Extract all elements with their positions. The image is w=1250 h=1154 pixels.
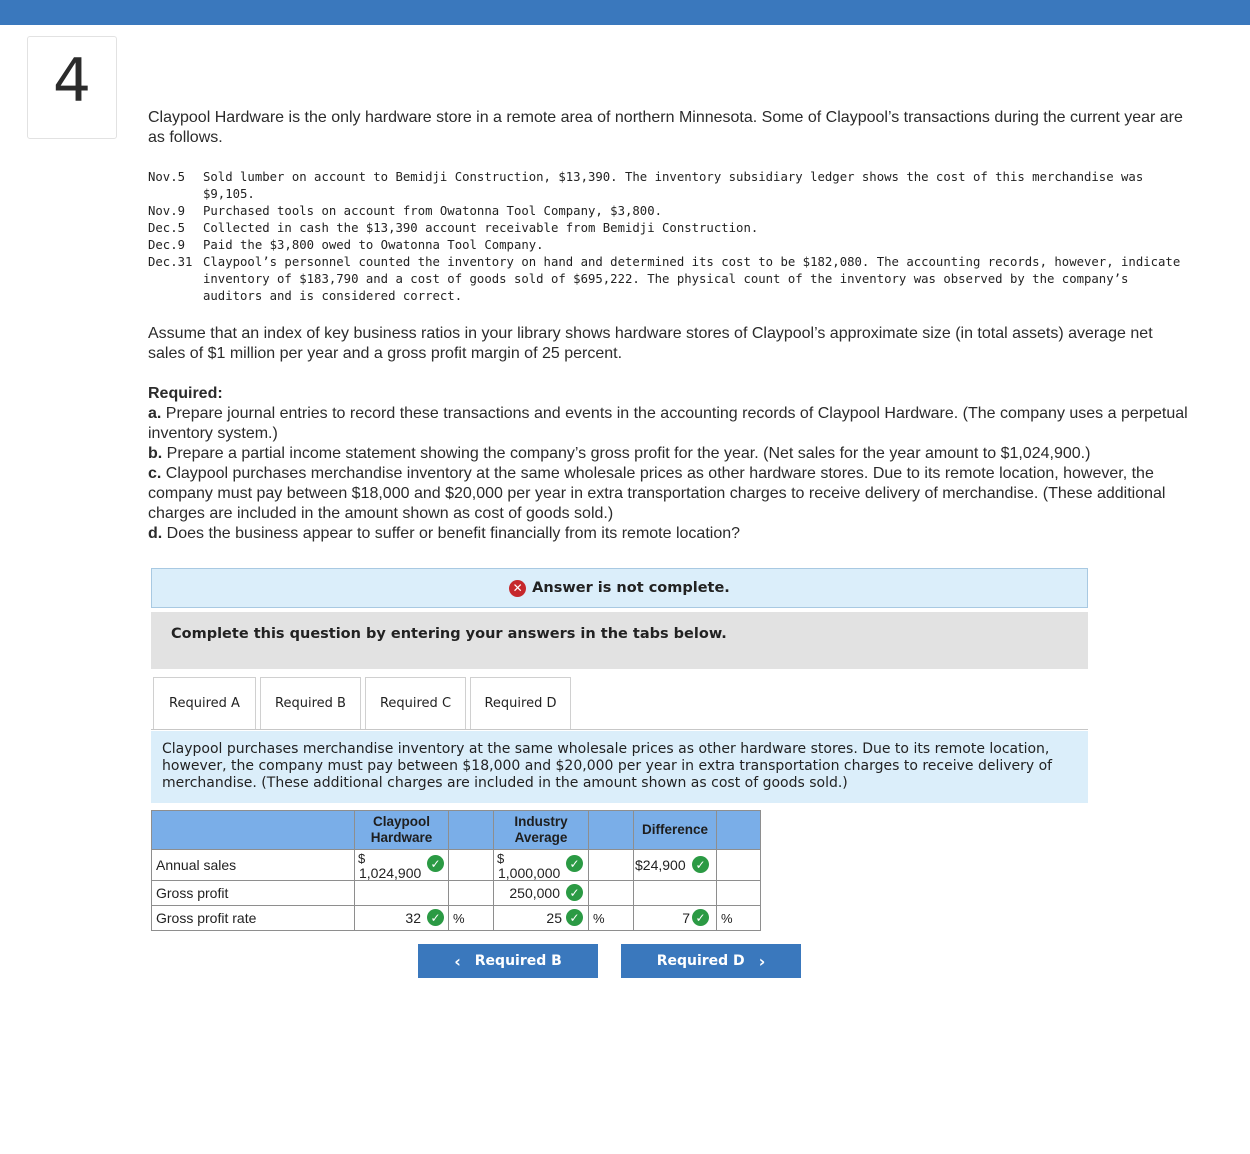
gross-profit-rate-claypool-unit: % bbox=[449, 906, 494, 931]
transaction-text: Collected in cash the $13,390 account receivable from Bemidji Construction. bbox=[203, 221, 759, 235]
annual-sales-claypool-input[interactable]: $ 1,024,900 ✓ bbox=[355, 850, 449, 881]
transaction-date: Nov.5 bbox=[148, 170, 186, 184]
transaction-row bbox=[148, 237, 1193, 254]
transaction-row bbox=[148, 254, 1193, 305]
annual-sales-difference-input[interactable]: $24,900 ✓ bbox=[634, 850, 717, 881]
transaction-date: Dec.5 bbox=[148, 221, 186, 235]
gross-profit-rate-claypool-input[interactable]: 32 ✓ bbox=[355, 906, 449, 931]
transaction-row bbox=[148, 203, 1193, 220]
header-claypool: Claypool Hardware bbox=[355, 811, 449, 850]
tab-required-b[interactable]: Required B bbox=[260, 677, 361, 730]
prev-button-label: Required B bbox=[474, 953, 562, 969]
table-row bbox=[152, 850, 761, 881]
check-icon: ✓ bbox=[566, 884, 583, 901]
transaction-text: Sold lumber on account to Bemidji Construction, $13,390. The inventory subsidiary ledger shows the cost of this merchandise was $9,105. bbox=[203, 170, 1151, 201]
question-number: 4 bbox=[52, 45, 92, 116]
row-label: Gross profit rate bbox=[152, 906, 355, 931]
tab-divider bbox=[151, 729, 1088, 730]
header-claypool-unit bbox=[449, 811, 494, 850]
gross-profit-claypool-input[interactable] bbox=[355, 881, 449, 906]
question-number-box bbox=[27, 36, 117, 139]
answer-status-text: Answer is not complete. bbox=[532, 580, 730, 596]
required-item-b: b. Prepare a partial income statement showing the company’s gross profit for the year. (Net sales for the year amount to $1,024,900.) bbox=[148, 445, 1091, 462]
gross-profit-rate-industry-input[interactable]: 25 ✓ bbox=[494, 906, 589, 931]
annual-sales-industry-unit bbox=[589, 850, 634, 881]
chevron-right-icon: › bbox=[758, 951, 766, 971]
header-difference-unit bbox=[717, 811, 761, 850]
check-icon: ✓ bbox=[566, 909, 583, 926]
tab-description-panel bbox=[151, 731, 1088, 803]
required-item-c: c. Claypool purchases merchandise inventory at the same wholesale prices as other hardware stores. Due to its remote location, however, the company must pay between $18,000 and $20,000 per year in extra transportation charges to receive delivery of merchandise. (These additional charges are included in the amount shown as cost of goods sold.) bbox=[148, 465, 1166, 522]
answer-status-banner bbox=[151, 568, 1088, 608]
transaction-text: Claypool’s personnel counted the inventory on hand and determined its cost to be $182,080. The accounting records, however, indicate inventory of $183,790 and a cost of goods sold of $695,222. The physical count of the inventory was observed by the company’s auditors and is considered correct. bbox=[203, 255, 1188, 303]
transaction-date: Dec.9 bbox=[148, 238, 186, 252]
top-bar bbox=[0, 0, 1250, 25]
gross-profit-rate-difference-unit: % bbox=[717, 906, 761, 931]
instructions-panel bbox=[151, 612, 1088, 669]
gross-profit-industry-unit bbox=[589, 881, 634, 906]
header-industry-unit bbox=[589, 811, 634, 850]
transaction-date: Nov.9 bbox=[148, 204, 186, 218]
table-row bbox=[152, 906, 761, 931]
x-circle-icon: ✕ bbox=[509, 580, 526, 597]
tab-required-a[interactable]: Required A bbox=[153, 677, 256, 730]
next-required-d-button[interactable] bbox=[621, 944, 801, 978]
table-row bbox=[152, 881, 761, 906]
next-button-label: Required D bbox=[656, 953, 745, 969]
gross-profit-difference-input[interactable] bbox=[634, 881, 717, 906]
transaction-row bbox=[148, 220, 1193, 237]
assumption-paragraph: Assume that an index of key business ratios in your library shows hardware stores of Claypool’s approximate size (in total assets) average net sales of $1 million per year and a gross profit margin of 25 percent. bbox=[148, 325, 1153, 362]
row-label: Gross profit bbox=[152, 881, 355, 906]
tab-required-d[interactable]: Required D bbox=[470, 677, 571, 730]
table-header-row bbox=[152, 811, 761, 850]
required-heading: Required: bbox=[148, 385, 223, 402]
check-icon: ✓ bbox=[692, 856, 709, 873]
gross-profit-claypool-unit bbox=[449, 881, 494, 906]
check-icon: ✓ bbox=[427, 855, 444, 872]
tab-description-text: Claypool purchases merchandise inventory at the same wholesale prices as other hardware stores. Due to its remote location, however, the company must pay between $18,000 and $20,000 per year in extra transportation charges to receive delivery of merchandise. (These additional charges are included in the amount shown as cost of goods sold.) bbox=[162, 741, 1053, 791]
transaction-row bbox=[148, 169, 1193, 203]
annual-sales-claypool-unit bbox=[449, 850, 494, 881]
chevron-left-icon: ‹ bbox=[454, 951, 461, 971]
transaction-text: Purchased tools on account from Owatonna Tool Company, $3,800. bbox=[203, 204, 663, 218]
transaction-text: Paid the $3,800 owed to Owatonna Tool Company. bbox=[203, 238, 544, 252]
check-icon: ✓ bbox=[692, 909, 709, 926]
required-item-a: a. Prepare journal entries to record these transactions and events in the accounting records of Claypool Hardware. (The company uses a perpetual inventory system.) bbox=[148, 405, 1188, 442]
header-difference: Difference bbox=[634, 811, 717, 850]
gross-profit-difference-unit bbox=[717, 881, 761, 906]
header-blank bbox=[152, 811, 355, 850]
tab-bar bbox=[153, 677, 575, 729]
prev-required-b-button[interactable] bbox=[418, 944, 598, 978]
row-label: Annual sales bbox=[152, 850, 355, 881]
transactions-list bbox=[148, 169, 1193, 305]
required-item-d: d. Does the business appear to suffer or benefit financially from its remote location? bbox=[148, 525, 741, 542]
check-icon: ✓ bbox=[566, 855, 583, 872]
gross-profit-rate-difference-input[interactable]: 7 ✓ bbox=[634, 906, 717, 931]
annual-sales-difference-unit bbox=[717, 850, 761, 881]
transaction-date: Dec.31 bbox=[148, 255, 193, 269]
tab-required-c[interactable]: Required C bbox=[365, 677, 466, 730]
instructions-text: Complete this question by entering your answers in the tabs below. bbox=[171, 626, 727, 642]
gross-profit-industry-input[interactable]: 250,000 ✓ bbox=[494, 881, 589, 906]
check-icon: ✓ bbox=[427, 909, 444, 926]
annual-sales-industry-input[interactable]: $ 1,000,000 ✓ bbox=[494, 850, 589, 881]
comparison-table bbox=[151, 810, 761, 931]
header-industry: Industry Average bbox=[494, 811, 589, 850]
intro-paragraph: Claypool Hardware is the only hardware store in a remote area of northern Minnesota. Some of Claypool’s transactions during the current year are as follows. bbox=[148, 109, 1183, 146]
gross-profit-rate-industry-unit: % bbox=[589, 906, 634, 931]
required-section bbox=[148, 384, 1193, 544]
